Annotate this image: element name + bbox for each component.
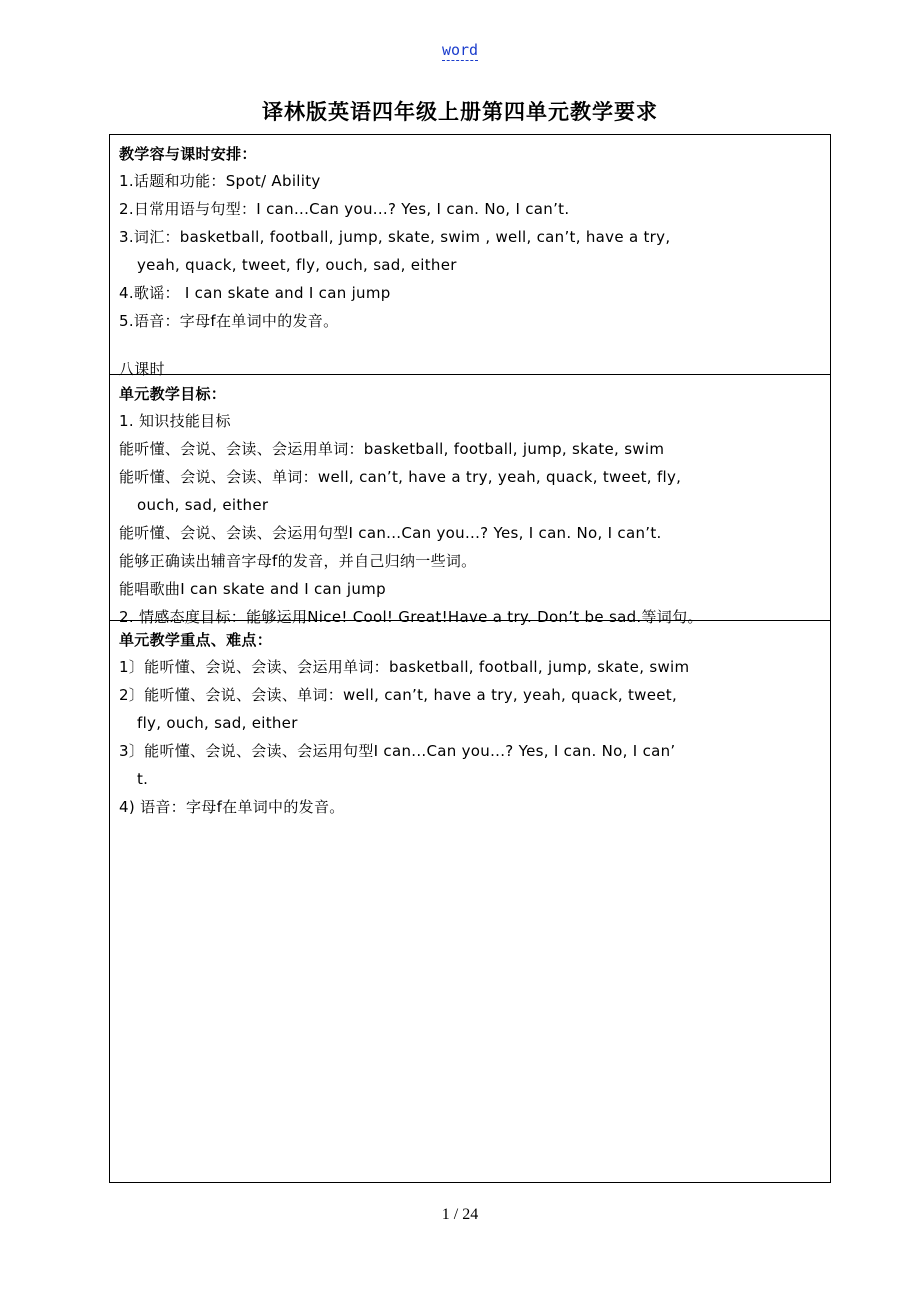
key-point-line: 3〕能听懂、会说、会读、会运用句型I can...Can you...? Yes, I can. No, I can’ — [119, 742, 676, 760]
content-line: yeah, quack, tweet, fly, ouch, sad, either — [137, 256, 457, 274]
unit-goals-heading: 单元教学目标： — [119, 385, 227, 403]
goal-line: ouch, sad, either — [137, 496, 269, 514]
key-points-heading: 单元教学重点、难点： — [119, 631, 273, 649]
blank-line — [119, 335, 822, 355]
goal-line: 能听懂、会说、会读、单词：well, can’t, have a try, yeah, quack, tweet, fly, — [119, 468, 682, 486]
key-point-line: t. — [137, 770, 149, 788]
goal-line: 能够正确读出辅音字母f的发音，并自己归纳一些词。 — [119, 552, 477, 570]
content-line: 5.语音：字母f在单词中的发音。 — [119, 312, 339, 330]
content-schedule-cell — [110, 135, 830, 378]
goal-line: 能听懂、会说、会读、会运用句型I can...Can you...? Yes, I can. No, I can’t. — [119, 524, 662, 542]
key-points-cell — [110, 621, 830, 1182]
content-line: 1.话题和功能：Spot/ Ability — [119, 172, 321, 190]
document-title: 译林版英语四年级上册第四单元教学要求 — [262, 99, 658, 124]
header-word-text[interactable]: word — [441, 41, 479, 59]
goal-line: 1. 知识技能目标 — [119, 412, 231, 430]
header-word-link[interactable] — [0, 41, 920, 59]
requirements-table — [109, 134, 831, 1183]
goal-line: 能听懂、会说、会读、会运用单词：basketball, football, jump, skate, swim — [119, 440, 665, 458]
content-schedule-heading: 教学容与课时安排： — [119, 145, 257, 163]
key-point-line: 1〕能听懂、会说、会读、会运用单词：basketball, football, jump, skate, swim — [119, 658, 690, 676]
key-point-line: fly, ouch, sad, either — [137, 714, 298, 732]
content-line: 2.日常用语与句型：I can...Can you...? Yes, I can. No, I can’t. — [119, 200, 570, 218]
key-point-line: 4) 语音：字母f在单词中的发音。 — [119, 798, 345, 816]
page-number: 1 / 24 — [441, 1206, 479, 1223]
period-count: 八课时 — [119, 360, 165, 378]
key-point-line: 2〕能听懂、会说、会读、单词：well, can’t, have a try, yeah, quack, tweet, — [119, 686, 678, 704]
content-line: 4.歌谣： I can skate and I can jump — [119, 284, 391, 302]
content-line: 3.词汇：basketball, football, jump, skate, swim , well, can’t, have a try, — [119, 228, 671, 246]
goal-line: 2. 情感态度目标：能够运用Nice! Cool! Great!Have a try. Don’t be sad.等词句。 — [119, 608, 703, 626]
unit-goals-cell — [110, 375, 830, 626]
goal-line: 能唱歌曲I can skate and I can jump — [119, 580, 386, 598]
